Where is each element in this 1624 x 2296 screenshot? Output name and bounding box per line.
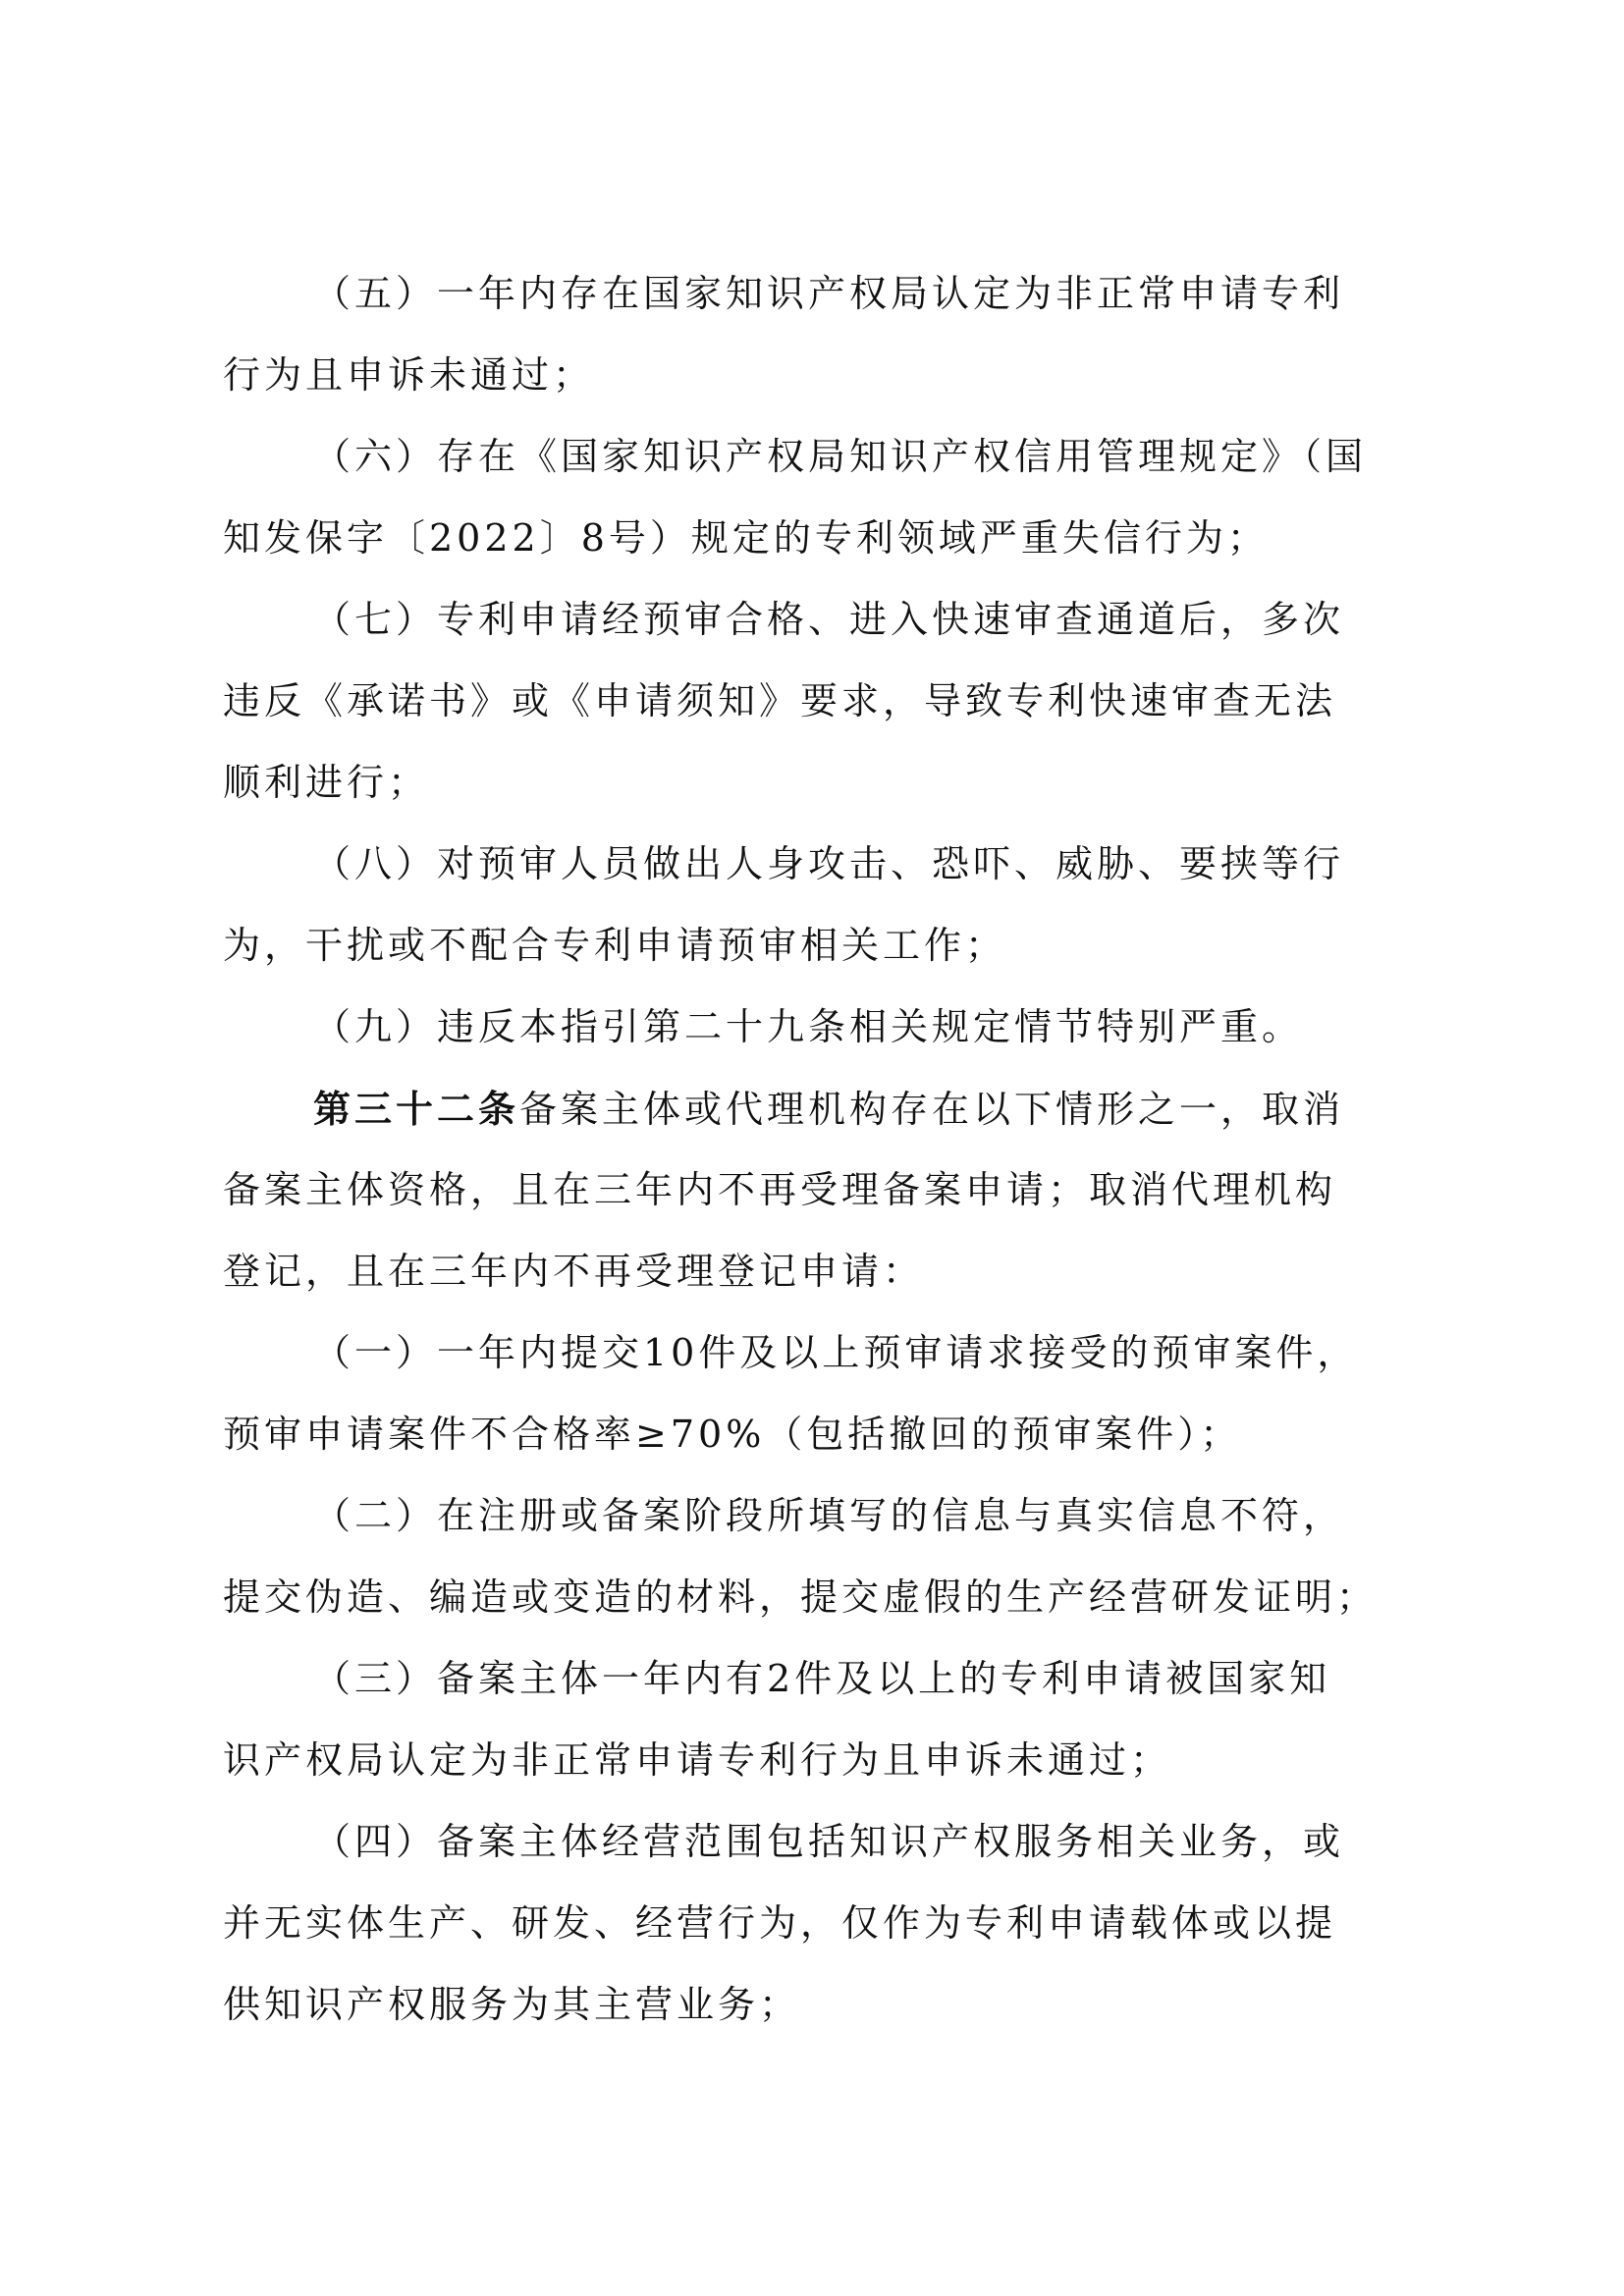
article-32-item-3-line-2: 识产权局认定为非正常申请专利行为且申诉未通过； — [223, 1738, 1172, 1782]
item-7-line-3: 顺利进行； — [223, 761, 430, 804]
item-5-line-1: （五）一年内存在国家知识产权局认定为非正常申请专利 — [313, 272, 1345, 315]
item-6-line-2: 知发保字〔2022〕8号）规定的专利领域严重失信行为； — [223, 516, 1269, 560]
article-32-item-3-line-1: （三）备案主体一年内有2件及以上的专利申请被国家知 — [313, 1657, 1331, 1700]
document-body — [223, 253, 1387, 2046]
article-32-item-2-line-2: 提交伪造、编造或变造的材料，提交虚假的生产经营研发证明； — [223, 1575, 1379, 1619]
item-7-line-2: 违反《承诺书》或《申请须知》要求，导致专利快速审查无法 — [223, 679, 1337, 722]
article-32-line-2: 备案主体资格，且在三年内不再受理备案申请；取消代理机构 — [223, 1168, 1337, 1211]
item-5-line-2: 行为且申诉未通过； — [223, 353, 595, 397]
article-32-first-line-text: 备案主体或代理机构存在以下情形之一，取消 — [519, 1088, 1345, 1131]
article-32-item-4-line-3: 供知识产权服务为其主营业务； — [223, 1983, 801, 2026]
item-9-line-1: （九）违反本指引第二十九条相关规定情节特别严重。 — [313, 1005, 1304, 1048]
item-6-line-1: （六）存在《国家知识产权局知识产权信用管理规定》（国 — [313, 435, 1368, 478]
article-32-item-2-line-1: （二）在注册或备案阶段所填写的信息与真实信息不符， — [313, 1494, 1345, 1537]
article-32-line-1 — [223, 1068, 1387, 1149]
article-32-line-3: 登记，且在三年内不再受理登记申请： — [223, 1250, 925, 1293]
item-8-line-1: （八）对预审人员做出人身攻击、恐吓、威胁、要挟等行 — [313, 842, 1345, 885]
article-32-item-1-line-1: （一）一年内提交10件及以上预审请求接受的预审案件， — [313, 1331, 1359, 1374]
article-32-item-4-line-2: 并无实体生产、研发、经营行为，仅作为专利申请载体或以提 — [223, 1901, 1337, 1945]
item-7-line-1: （七）专利申请经预审合格、进入快速审查通道后，多次 — [313, 598, 1345, 641]
article-32-item-4-line-1: （四）备案主体经营范围包括知识产权服务相关业务，或 — [313, 1820, 1345, 1863]
article-32-heading: 第三十二条 — [313, 1087, 520, 1131]
item-8-line-2: 为，干扰或不配合专利申请预审相关工作； — [223, 924, 1007, 967]
article-32-item-1-line-2: 预审申请案件不合格率≥70%（包括撤回的预审案件）； — [223, 1413, 1242, 1456]
